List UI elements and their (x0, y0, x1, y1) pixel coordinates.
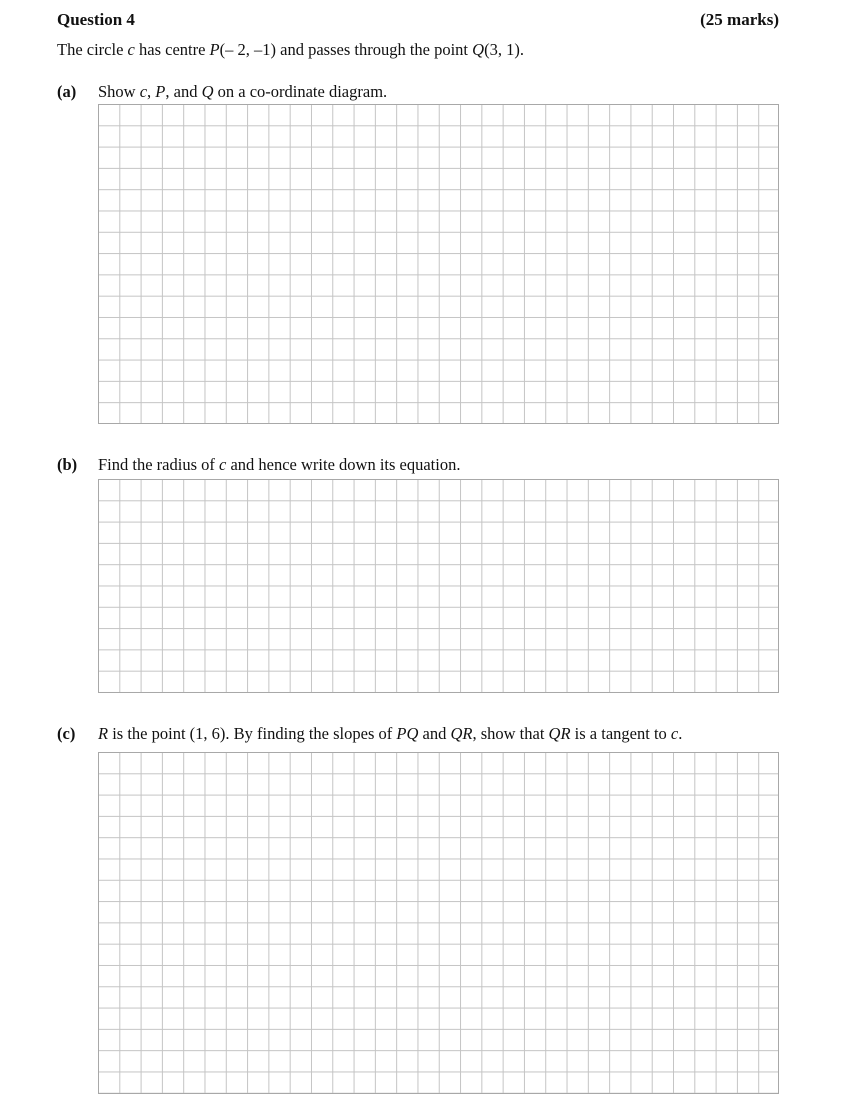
part-a-text-1: Show (98, 82, 140, 101)
part-a-var-c: c (139, 82, 148, 101)
question-intro (57, 40, 524, 60)
intro-var-p: P (209, 40, 220, 59)
part-a-text-4: on a co-ordinate diagram. (213, 82, 388, 101)
part-b-text-1: Find the radius of (98, 455, 219, 474)
part-c-var-c: c (670, 724, 679, 743)
part-b-label: (b) (57, 455, 78, 474)
part-c-prompt (57, 724, 682, 744)
part-c-answer-grid[interactable] (98, 752, 779, 1094)
intro-text-4: (3, 1). (484, 40, 524, 59)
part-a-text-3: , and (165, 82, 202, 101)
part-c-text-3: , show that (472, 724, 549, 743)
part-a-var-q: Q (201, 82, 214, 101)
part-a-answer-grid[interactable] (98, 104, 779, 424)
part-a-prompt (57, 82, 387, 102)
intro-var-c: c (127, 40, 135, 59)
part-c-var-qr-2: QR (548, 724, 571, 743)
part-c-text-4: is a tangent to (570, 724, 671, 743)
part-c-var-pq: PQ (396, 724, 419, 743)
part-b-prompt (57, 455, 460, 475)
part-c-var-r: R (98, 724, 109, 743)
question-title: Question 4 (57, 10, 135, 29)
intro-text-1: The circle (57, 40, 128, 59)
part-b-answer-grid[interactable] (98, 479, 779, 693)
part-b-var-c: c (219, 455, 227, 474)
part-a-text-2: , (147, 82, 156, 101)
part-c-label: (c) (57, 724, 76, 743)
intro-text-3: (– 2, –1) and passes through the point (219, 40, 473, 59)
part-a-label: (a) (57, 82, 77, 101)
part-c-text-2: and (418, 724, 451, 743)
part-c-text-1: is the point (1, 6). By finding the slopes of (108, 724, 397, 743)
part-b-text-2: and hence write down its equation. (226, 455, 461, 474)
question-marks: (25 marks) (700, 10, 779, 29)
part-c-var-qr: QR (450, 724, 473, 743)
part-a-var-p: P (155, 82, 166, 101)
intro-text-2: has centre (134, 40, 210, 59)
part-c-text-5: . (678, 724, 683, 743)
intro-var-q: Q (472, 40, 485, 59)
